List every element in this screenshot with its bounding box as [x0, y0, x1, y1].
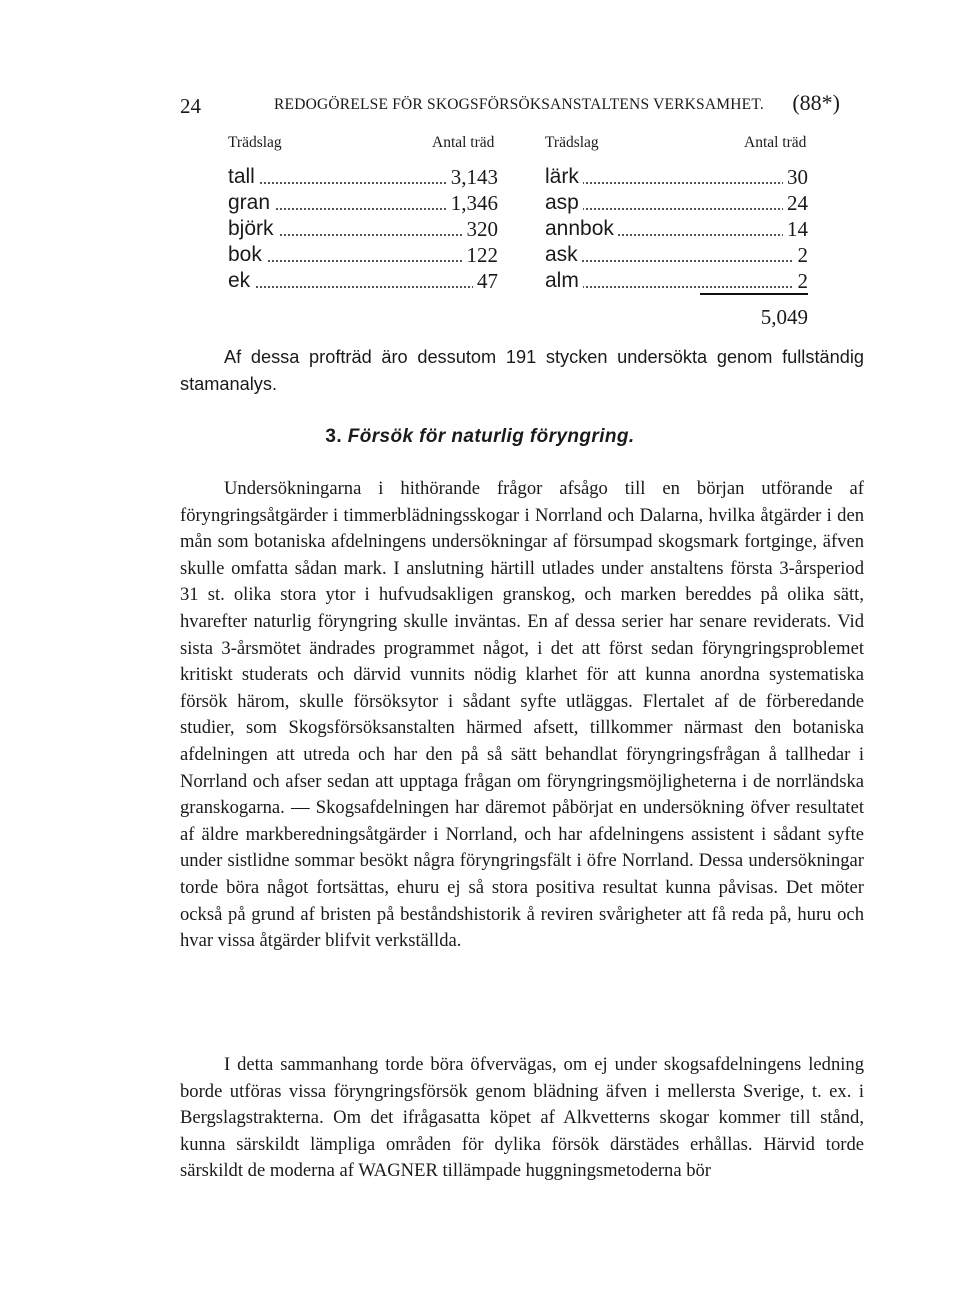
- running-title: REDOGÖRELSE FÖR SKOGSFÖRSÖKSANSTALTENS VERKSAMHET.: [274, 96, 764, 113]
- right-col-count-header: Antal träd: [744, 134, 807, 151]
- species-name: annbok: [545, 217, 618, 241]
- table-row: [228, 165, 498, 191]
- bracket-reference: (88*): [792, 90, 840, 115]
- tree-count: 1,346: [447, 191, 498, 216]
- tree-count: 3,143: [447, 165, 498, 190]
- table-row: [228, 269, 498, 295]
- section-title: Försök för naturlig föryngring.: [347, 426, 635, 447]
- species-name: björk: [228, 217, 278, 241]
- table-row: [228, 217, 498, 243]
- tree-count: 24: [783, 191, 808, 216]
- tree-count: 47: [473, 269, 498, 294]
- running-header: [180, 90, 840, 120]
- table-row: [545, 243, 808, 269]
- species-name: alm: [545, 269, 583, 293]
- table-row: [545, 269, 808, 295]
- table-row: [228, 243, 498, 269]
- species-name: asp: [545, 191, 583, 215]
- species-name: gran: [228, 191, 274, 215]
- intro-paragraph: Af dessa profträd äro dessutom 191 stycken undersökta genom fullständig stamanalys.: [180, 347, 864, 394]
- species-name: bok: [228, 243, 266, 267]
- table-row: [545, 165, 808, 191]
- tree-count: 320: [463, 217, 499, 242]
- tree-count: 30: [783, 165, 808, 190]
- species-name: ask: [545, 243, 582, 267]
- species-name: lärk: [545, 165, 583, 189]
- section-heading: [0, 426, 960, 448]
- species-name: tall: [228, 165, 259, 189]
- tree-count: 2: [794, 269, 809, 294]
- body-paragraph-2: I detta sammanhang torde böra öfvervägas, om ej under skogsafdelningens ledning borde utföras vissa föryngringsförsök genom blädning äfven i mellersta Sverige, t. ex. i Bergslagstrakterna. Om det ifrågasatta köpet af Alkvetterns skogar kommer till stånd, kunna särskildt lämpliga områden för dylika försök därstädes erhållas. Härvid torde särskildt de moderna af WAGNER tillämpade huggningsmetoderna bör: [180, 1054, 864, 1182]
- species-name: ek: [228, 269, 254, 293]
- table-row: [545, 191, 808, 217]
- total-count: 5,049: [760, 305, 808, 329]
- tree-count: 2: [794, 243, 809, 268]
- page-number: 24: [180, 94, 201, 118]
- left-col-species-header: Trädslag: [228, 134, 282, 151]
- right-col-species-header: Trädslag: [545, 134, 599, 151]
- sum-rule: [700, 293, 808, 295]
- body-paragraph-1: Undersökningarna i hithörande frågor afsågo till en början utförande af föryngringsåtgärder i timmerblädningsskogar i Norrland och Dalarna, hvilka åtgärder i den mån som botaniska afdelningens undersökningar af försumpad skogsmark fortginge, äfven skulle omfatta sådan mark. I anslutning härtill utlades under anstaltens första 3-årsperiod 31 st. olika stora ytor i hufvudsakligen granskog, och marken bereddes på olika sätt, hvarefter naturlig föryngring skulle inväntas. En af dessa serier har senare reviderats. Vid sista 3-årsmötet ändrades programmet något, i det att först sedan föryngringsproblemet kritiskt studerats och därvid vunnits nödig klarhet för att kunna anordna systematiska försök härom, skulle försöksytor i sådant syfte utläggas. Flertalet af de förberedande studier, som Skogsförsöksanstalten härmed afsett, tillkommer närmast den botaniska afdelningen att utreda och har den på så sätt behandlat föryngringsfrågan å tallhedar i Norrland och afser sedan att upptaga frågan om föryngringsmöjligheterna i de norrländska granskogarna. — Skogsafdelningen har däremot påbörjat en undersökning öfver resultatet af äldre markberedningsåtgärder i Norrland, och har afdelningens assistent i sådant syfte under sistlidne sommar besökt några föryngringsfält i öfre Norrland. Dessa undersökningar torde böra något fortsättas, ehuru ej så stora positiva resultat kunna påvisas. Det möter också på grund af bristen på beståndshistorik å reviren svårigheter att få reda på, huru och hvar vissa åtgärder blifvit verkställda.: [180, 478, 864, 952]
- table-row: [545, 217, 808, 243]
- section-number: 3.: [325, 426, 343, 447]
- tree-count: 14: [783, 217, 808, 242]
- table-row: [228, 191, 498, 217]
- tree-count: 122: [463, 243, 499, 268]
- left-col-count-header: Antal träd: [432, 134, 495, 151]
